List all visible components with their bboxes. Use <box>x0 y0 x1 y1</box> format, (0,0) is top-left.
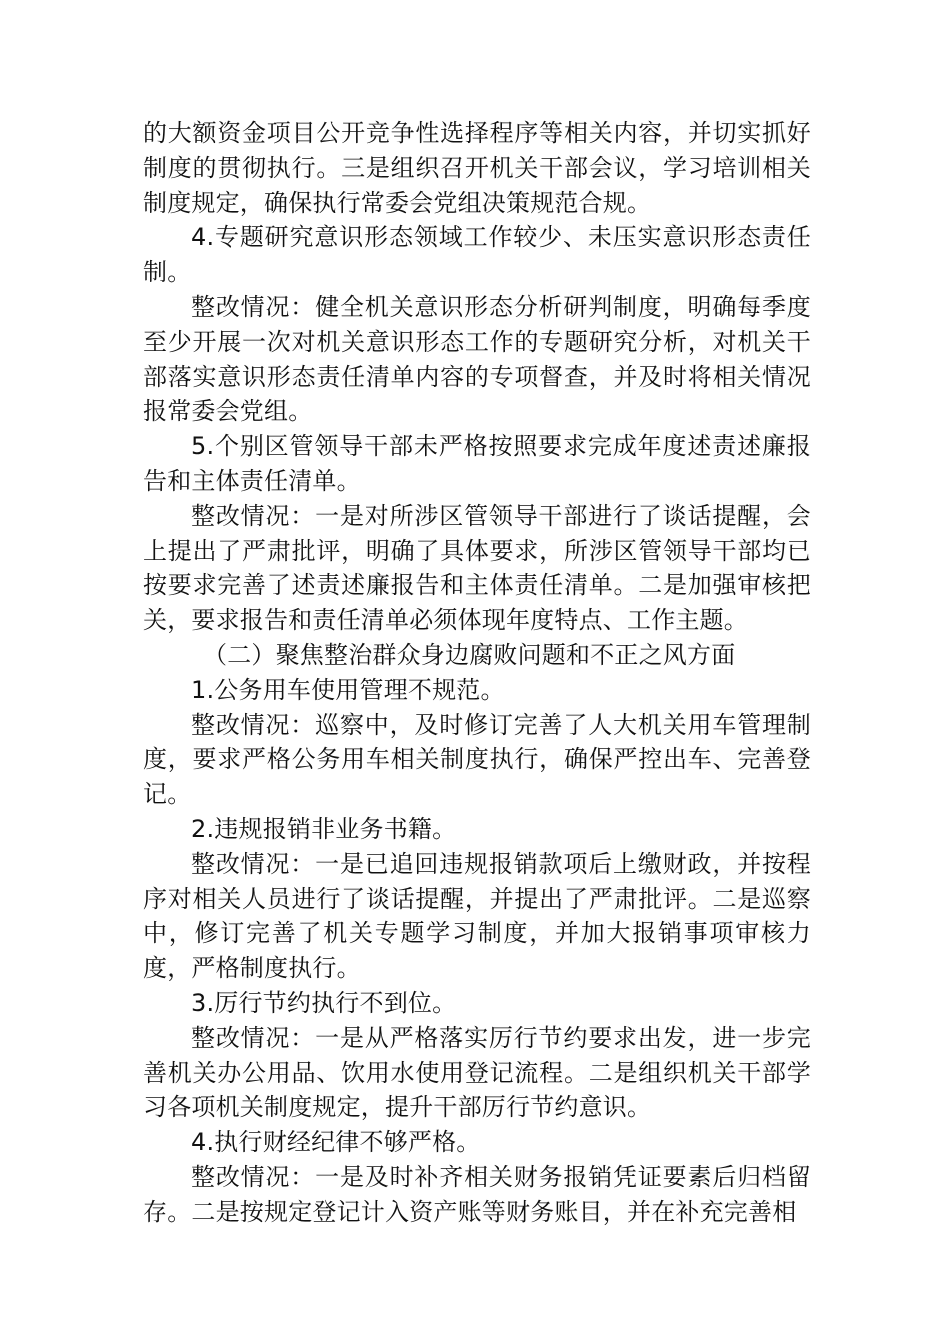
issue-item-5: 5.个别区管领导干部未严格按照要求完成年度述责述廉报告和主体责任清单。 <box>143 432 811 495</box>
issue-item-3: 3.厉行节约执行不到位。 <box>191 988 457 1017</box>
issue-item-4b: 4.执行财经纪律不够严格。 <box>191 1128 481 1157</box>
issue-item-1: 1.公务用车使用管理不规范。 <box>191 675 505 704</box>
rectification-paragraph: 整改情况：一是已追回违规报销款项后上缴财政，并按程序对相关人员进行了谈话提醒，并提出了严肃批评。二是巡察中，修订完善了机关专题学习制度，并加大报销事项审核力度，严格制度执行。 <box>143 849 811 983</box>
rectification-paragraph: 整改情况：一是对所涉区管领导干部进行了谈话提醒，会上提出了严肃批评，明确了具体要求，所涉区管领导干部均已按要求完善了述责述廉报告和主体责任清单。二是加强审核把关，要求报告和责任清单必须体现年度特点、工作主题。 <box>143 501 811 635</box>
section-heading: （二）聚焦整治群众身边腐败问题和不正之风方面 <box>203 640 736 669</box>
rectification-paragraph: 整改情况：一是从严格落实厉行节约要求出发，进一步完善机关办公用品、饮用水使用登记流程。二是组织机关干部学习各项机关制度规定，提升干部厉行节约意识。 <box>143 1023 811 1122</box>
paragraph-continuation: 的大额资金项目公开竞争性选择程序等相关内容，并切实抓好制度的贯彻执行。三是组织召开机关干部会议，学习培训相关制度规定，确保执行常委会党组决策规范合规。 <box>143 119 811 217</box>
issue-item-4: 4.专题研究意识形态领域工作较少、未压实意识形态责任制。 <box>143 223 811 287</box>
rectification-paragraph: 整改情况：一是及时补齐相关财务报销凭证要素后归档留存。二是按规定登记计入资产账等财务账目，并在补充完善相 <box>143 1162 811 1226</box>
issue-item-2: 2.违规报销非业务书籍。 <box>191 814 457 843</box>
document-page <box>143 116 811 1230</box>
rectification-paragraph: 整改情况：巡察中，及时修订完善了人大机关用车管理制度，要求严格公务用车相关制度执行，确保严控出车、完善登记。 <box>143 710 811 809</box>
rectification-paragraph: 整改情况：健全机关意识形态分析研判制度，明确每季度至少开展一次对机关意识形态工作的专题研究分析，对机关干部落实意识形态责任清单内容的专项督查，并及时将相关情况报常委会党组。 <box>143 292 811 426</box>
